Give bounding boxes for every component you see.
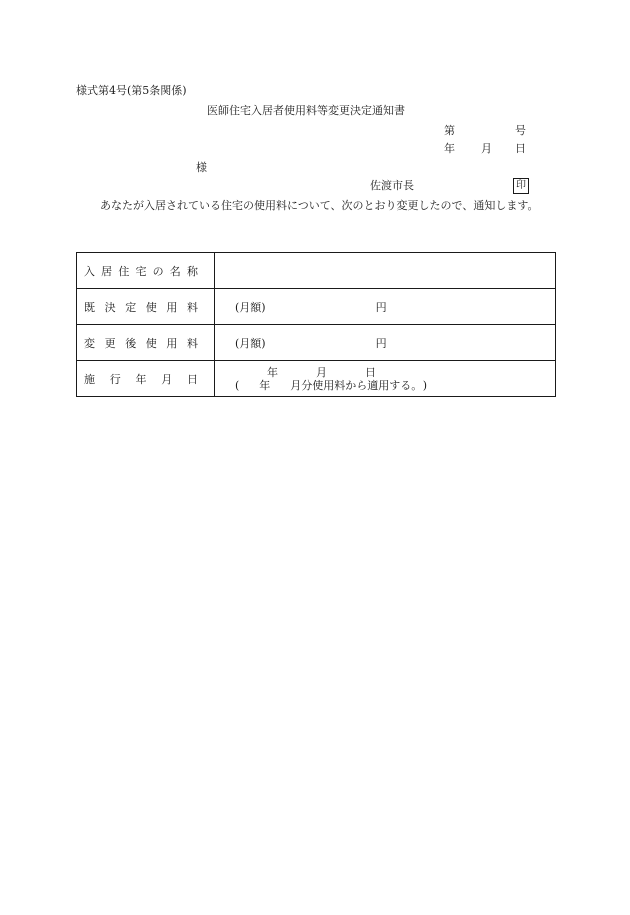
date-day: 日 <box>515 142 526 155</box>
date-month: 月 <box>481 142 492 155</box>
label-previous-fee: 既 決 定 使 用 料 <box>77 289 215 325</box>
table-row <box>77 289 556 325</box>
monthly-prefix: (月額) <box>235 336 266 350</box>
doc-number-suffix: 号 <box>515 124 526 137</box>
doc-number-prefix: 第 <box>444 124 455 137</box>
effective-date-value <box>215 361 556 397</box>
seal-box: 印 <box>513 178 529 194</box>
effective-day: 日 <box>365 365 376 379</box>
table-row <box>77 253 556 289</box>
sender-name: 佐渡市長 <box>370 179 414 192</box>
monthly-prefix: (月額) <box>235 300 266 314</box>
previous-fee-value <box>215 289 556 325</box>
label-effective-date: 施 行 年 月 日 <box>77 361 215 397</box>
document-title: 医師住宅入居者使用料等変更決定通知書 <box>207 104 405 117</box>
label-new-fee: 変 更 後 使 用 料 <box>77 325 215 361</box>
effective-year: 年 <box>267 365 278 379</box>
residence-name-value <box>215 253 556 289</box>
addressee-honorific: 様 <box>196 161 207 174</box>
label-residence-name: 入 居 住 宅 の 名 称 <box>77 253 215 289</box>
details-table <box>76 252 556 397</box>
table-row <box>77 361 556 397</box>
effective-month: 月 <box>316 365 327 379</box>
table-row <box>77 325 556 361</box>
yen-unit: 円 <box>375 300 387 314</box>
new-fee-value <box>215 325 556 361</box>
form-number: 様式第4号(第5条関係) <box>76 84 187 97</box>
notice-body: あなたが入居されている住宅の使用料について、次のとおり変更したので、通知します。 <box>100 199 539 212</box>
effective-note: ( 年 月分使用料から適用する。 ) <box>235 378 428 392</box>
date-year: 年 <box>444 142 455 155</box>
yen-unit: 円 <box>375 336 387 350</box>
